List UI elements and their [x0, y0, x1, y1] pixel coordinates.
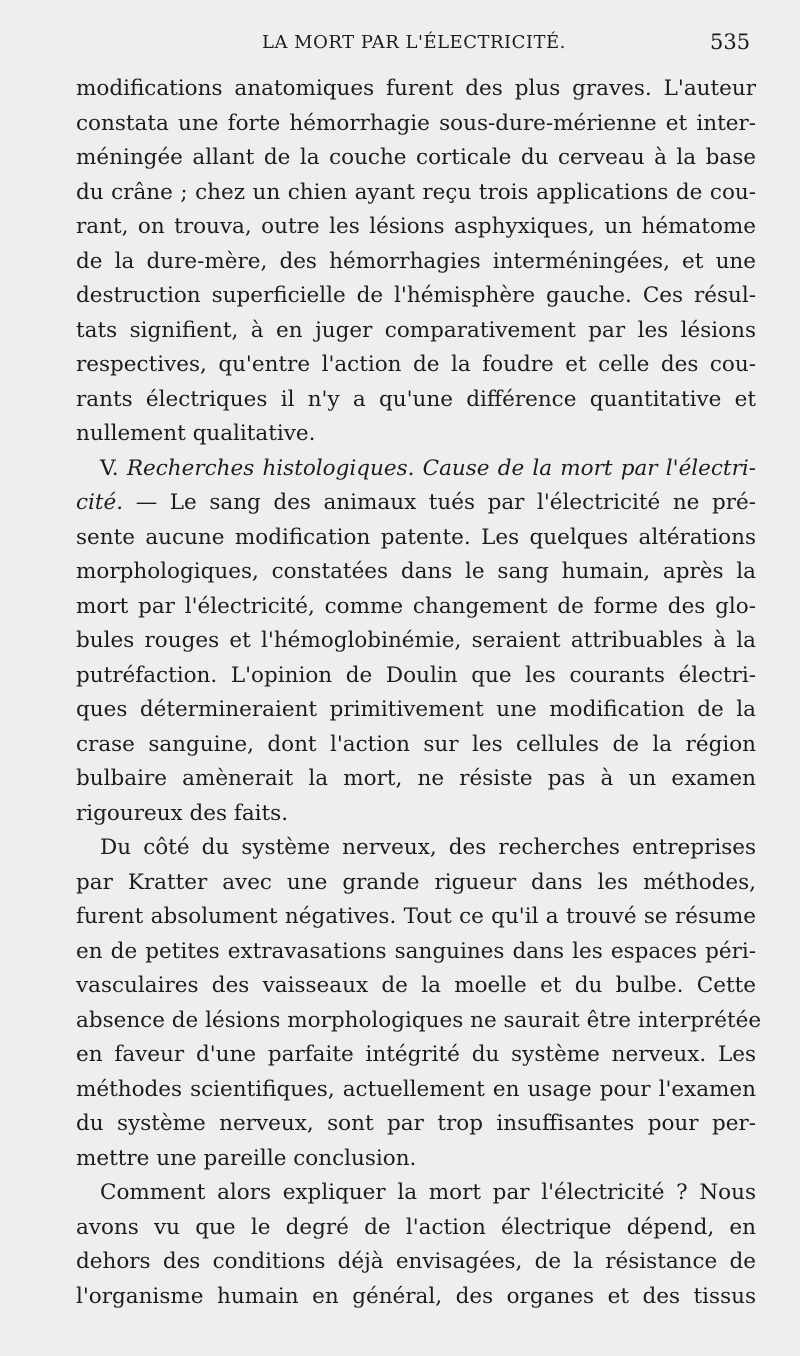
text-line: constata une forte hémorrhagie sous-dure-mérienne et inter- — [76, 110, 756, 136]
text-line: l'organisme humain en général, des organes et des tissus — [76, 1283, 756, 1309]
text-line: méthodes scientifiques, actuellement en usage pour l'examen — [76, 1076, 756, 1102]
text-line: morphologiques, constatées dans le sang humain, après la — [76, 559, 756, 584]
section-number: V. — [100, 455, 119, 481]
text-line: Comment alors expliquer la mort par l'électricité ? Nous — [100, 1180, 756, 1205]
text-line: en faveur d'une parfaite intégrité du système nerveux. Les — [76, 1042, 756, 1067]
text-line: nullement qualitative. — [76, 421, 316, 446]
running-head — [0, 28, 800, 62]
section-heading-line — [76, 452, 756, 487]
text-line: bulbaire amènerait la mort, ne résiste pas à un examen — [76, 766, 756, 791]
page-number: 535 — [710, 30, 751, 54]
text-line: furent absolument négatives. Tout ce qu'il a trouvé se résume — [76, 904, 756, 929]
text-line: respectives, qu'entre l'action de la foudre et celle des cou- — [76, 352, 756, 377]
text-line: mettre une pareille conclusion. — [76, 1145, 417, 1171]
text-line: du système nerveux, sont par trop insuffisantes pour per- — [76, 1111, 756, 1136]
text-line: rigoureux des faits. — [76, 800, 289, 826]
text-line: destruction superficielle de l'hémisphère gauche. Ces résul- — [76, 283, 756, 308]
text-line: du crâne ; chez un chien ayant reçu trois applications de cou- — [76, 179, 756, 205]
text-line: de la dure-mère, des hémorrhagies interméningées, et une — [76, 248, 756, 274]
section-title: Recherches histologiques. Cause de la mort par l'électri- — [126, 455, 756, 481]
text-line: ques détermineraient primitivement une modification de la — [76, 697, 756, 722]
text-line: absence de lésions morphologiques ne saurait être interprétée — [76, 1007, 762, 1033]
section-text-start: — Le sang des animaux tués par l'électricité ne pré- — [123, 490, 756, 515]
text-line: mort par l'électricité, comme changement de forme des glo- — [76, 593, 756, 619]
text-line: rants électriques il n'y a qu'une différence quantitative et — [76, 386, 756, 412]
text-line: crase sanguine, dont l'action sur les cellules de la région — [76, 731, 756, 757]
text-line: modifications anatomiques furent des plus graves. L'auteur — [76, 76, 756, 101]
section-v — [76, 452, 756, 832]
running-title: LA MORT PAR L'ÉLECTRICITÉ. — [262, 32, 566, 53]
text-line: putréfaction. L'opinion de Doulin que les courants électri- — [76, 662, 756, 688]
text-line — [76, 486, 756, 521]
text-line: Du côté du système nerveux, des recherches entreprises — [100, 835, 756, 860]
paragraph-1 — [76, 72, 756, 452]
text-line: sente aucune modification patente. Les quelques altérations — [76, 524, 756, 550]
text-line: vasculaires des vaisseaux de la moelle et du bulbe. Cette — [76, 973, 756, 998]
text-line: tats signifient, à en juger comparativement par les lésions — [76, 317, 756, 343]
text-line: dehors des conditions déjà envisagées, de la résistance de — [76, 1249, 756, 1274]
text-line: par Kratter avec une grande rigueur dans les méthodes, — [76, 869, 756, 895]
text-line: bules rouges et l'hémoglobinémie, seraient attribuables à la — [76, 628, 756, 653]
paragraph-3 — [76, 831, 762, 1176]
text-line: en de petites extravasations sanguines dans les espaces péri- — [76, 938, 756, 964]
text-line: avons vu que le degré de l'action électrique dépend, en — [76, 1214, 756, 1240]
body-text — [76, 72, 762, 1314]
text-line: rant, on trouva, outre les lésions asphyxiques, un hématome — [76, 214, 756, 239]
section-title-end: cité. — [76, 490, 124, 515]
paragraph-4 — [76, 1176, 756, 1314]
text-line: méningée allant de la couche corticale du cerveau à la base — [76, 145, 756, 170]
